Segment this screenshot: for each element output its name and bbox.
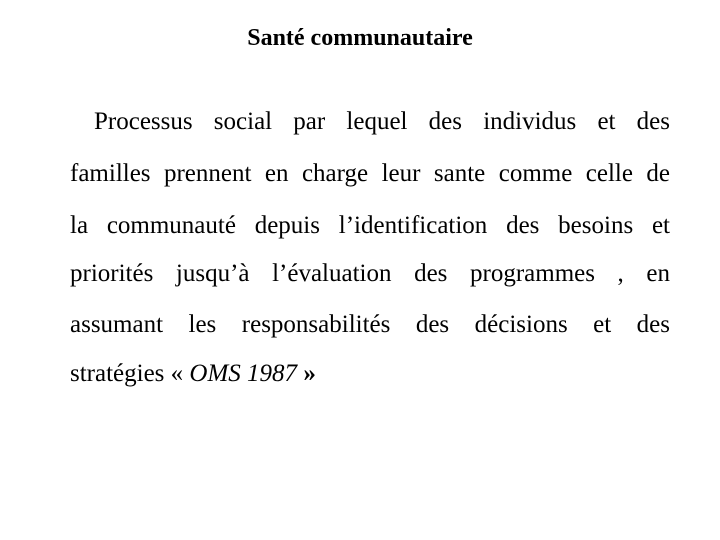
body-line-1: Processus social par lequel des individus et des — [94, 108, 670, 135]
body-line-2: familles prennent en charge leur sante comme celle de — [70, 160, 670, 187]
citation: OMS 1987 — [189, 360, 298, 387]
closing-quote-mark: » — [297, 360, 316, 387]
slide-title: Santé communautaire — [247, 25, 473, 51]
body-line-6 — [70, 358, 670, 390]
body-line-5: assumant les responsabilités des décisions et des — [70, 311, 670, 338]
body-line-4: priorités jusqu’à l’évaluation des programmes , en — [70, 260, 670, 287]
last-line-prefix: stratégies « — [70, 360, 190, 387]
body-line-3: la communauté depuis l’identification des besoins et — [70, 212, 670, 239]
